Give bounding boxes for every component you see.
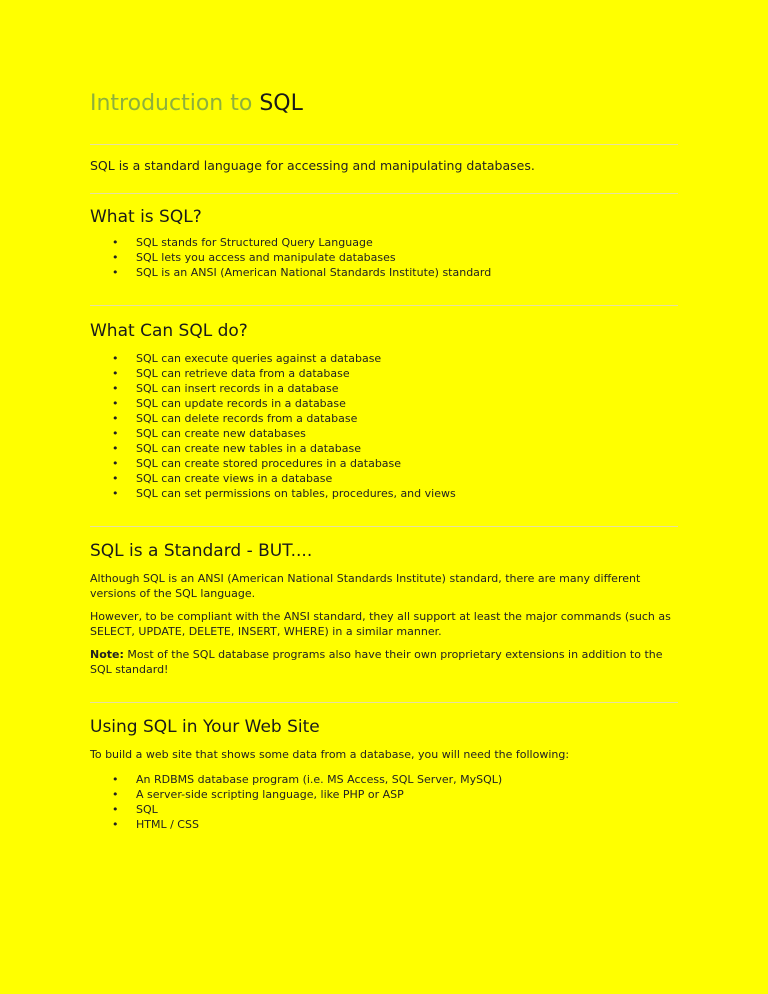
- bullet-icon: •: [112, 788, 119, 801]
- bullet-icon: •: [112, 457, 119, 470]
- bullet-icon: •: [112, 442, 119, 455]
- bullet-icon: •: [112, 818, 119, 831]
- list-item-text: SQL can create new tables in a database: [136, 442, 362, 455]
- bullet-icon: •: [112, 487, 119, 500]
- list-item: [90, 787, 678, 802]
- bullet-icon: •: [112, 472, 119, 485]
- section-heading-sql-standard: SQL is a Standard - BUT....: [90, 541, 313, 561]
- list-item-text: SQL can insert records in a database: [136, 382, 339, 395]
- list-item-text: HTML / CSS: [136, 818, 199, 831]
- list-item: [90, 366, 678, 381]
- what-can-sql-do-list: [90, 351, 678, 501]
- list-item: [90, 351, 678, 366]
- list-item-text: SQL: [136, 803, 158, 816]
- lead-paragraph: SQL is a standard language for accessing and manipulating databases.: [90, 158, 535, 173]
- list-item: [90, 441, 678, 456]
- bullet-icon: •: [112, 352, 119, 365]
- list-item: [90, 486, 678, 501]
- using-sql-list: [90, 772, 678, 832]
- standard-paragraph-1: Although SQL is an ANSI (American National Standards Institute) standard, there are many different versions of the SQL language.: [90, 572, 641, 600]
- section-heading-what-can-sql-do: What Can SQL do?: [90, 321, 248, 341]
- list-item: [90, 817, 678, 832]
- bullet-icon: •: [112, 266, 119, 279]
- list-item-text: SQL stands for Structured Query Language: [136, 236, 373, 249]
- section-heading-what-is-sql: What is SQL?: [90, 207, 202, 227]
- list-item-text: SQL can delete records from a database: [136, 412, 358, 425]
- bullet-icon: •: [112, 382, 119, 395]
- list-item: [90, 772, 678, 787]
- list-item-text: SQL can set permissions on tables, procedures, and views: [136, 487, 456, 500]
- list-item-text: SQL can create stored procedures in a database: [136, 457, 402, 470]
- bullet-icon: •: [112, 427, 119, 440]
- title-part-intro: Introduction to: [90, 91, 253, 116]
- list-item: [90, 802, 678, 817]
- list-item-text: SQL lets you access and manipulate databases: [136, 251, 396, 264]
- list-item-text: An RDBMS database program (i.e. MS Access, SQL Server, MySQL): [136, 773, 503, 786]
- bullet-icon: •: [112, 251, 119, 264]
- list-item: [90, 381, 678, 396]
- list-item: [90, 250, 678, 265]
- list-item-text: SQL can execute queries against a database: [136, 352, 382, 365]
- bullet-icon: •: [112, 412, 119, 425]
- list-item-text: SQL can retrieve data from a database: [136, 367, 350, 380]
- standard-paragraph-2: However, to be compliant with the ANSI standard, they all support at least the major commands (such as SELECT, UPDATE, DELETE, INSERT, WHERE) in a similar manner.: [90, 610, 671, 638]
- list-item: [90, 235, 678, 250]
- list-item-text: SQL can create views in a database: [136, 472, 333, 485]
- note-label: Note:: [90, 648, 124, 661]
- title-part-sql: SQL: [259, 91, 303, 116]
- note-paragraph: [90, 647, 678, 677]
- list-item: [90, 265, 678, 280]
- page-title: [90, 88, 678, 120]
- document-content: [90, 88, 678, 832]
- what-is-sql-list: [90, 235, 678, 280]
- list-item: [90, 396, 678, 411]
- bullet-icon: •: [112, 803, 119, 816]
- list-item-text: SQL can update records in a database: [136, 397, 346, 410]
- list-item: [90, 411, 678, 426]
- using-sql-intro: To build a web site that shows some data from a database, you will need the following:: [90, 748, 570, 761]
- section-heading-using-sql: Using SQL in Your Web Site: [90, 717, 320, 737]
- list-item-text: SQL can create new databases: [136, 427, 306, 440]
- list-item-text: A server-side scripting language, like PHP or ASP: [136, 788, 404, 801]
- note-text: Most of the SQL database programs also have their own proprietary extensions in addition to the SQL standard!: [90, 648, 663, 676]
- list-item: [90, 471, 678, 486]
- bullet-icon: •: [112, 367, 119, 380]
- bullet-icon: •: [112, 236, 119, 249]
- list-item-text: SQL is an ANSI (American National Standards Institute) standard: [136, 266, 492, 279]
- bullet-icon: •: [112, 773, 119, 786]
- list-item: [90, 456, 678, 471]
- list-item: [90, 426, 678, 441]
- bullet-icon: •: [112, 397, 119, 410]
